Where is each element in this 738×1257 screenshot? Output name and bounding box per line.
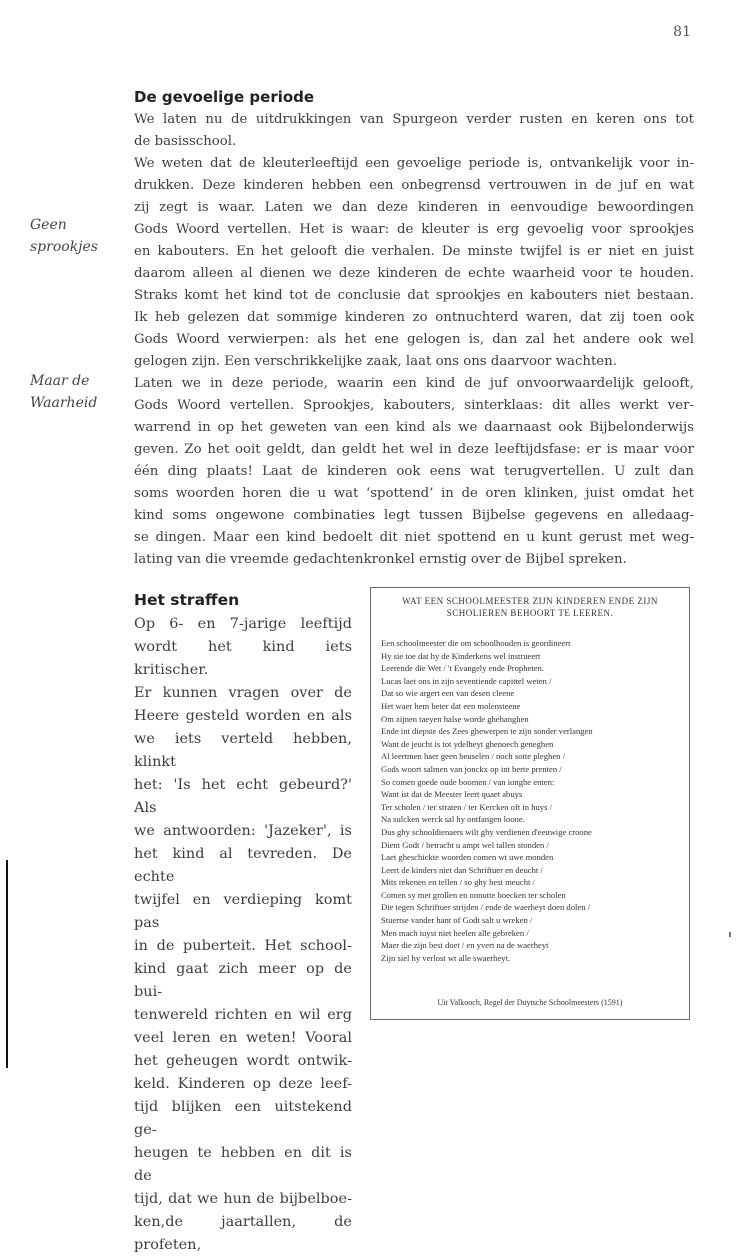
quote-source: Uit Valkooch, Regel der Duytsche Schoolmeesters (1591) (437, 998, 623, 1007)
text-line: Dient Godt / betracht u ampt wel tallen stonden / (381, 839, 549, 850)
text-line: Er kunnen vragen over de (134, 685, 352, 701)
text-line: Maer die zijn best doet / en yvert na de waerheyt (381, 940, 549, 951)
section-body (134, 613, 352, 1257)
margin-note-line: sprookjes (30, 239, 98, 255)
section-heading: Het straffen (134, 591, 240, 609)
section-gevoelige-periode (134, 86, 694, 571)
text-line: drukken. Deze kinderen hebben een onbegrensd vertrouwen in de juf en wat (134, 178, 694, 193)
text-line: keld. Kinderen op deze leef- (134, 1076, 352, 1092)
text-line: Leert de kinders niet dan Schriftuer en deucht / (381, 864, 543, 875)
text-line: geven. Zo het ooit geldt, dan geldt het wel in deze leeftijdsfase: er is maar voor (134, 442, 694, 457)
text-line: Die tegen Schriftuer strijden / ende de waerheyt doen dolen / (381, 902, 591, 913)
text-line: Laten we in deze periode, waarin een kind de juf onvoorwaardelijk gelooft, (134, 376, 694, 391)
section-body (134, 109, 694, 571)
text-line: Al leertmen haer geen beuselen / noch sotte pleghen / (381, 751, 565, 762)
text-line: twijfel en verdieping komt pas (134, 892, 352, 931)
text-line: Om zijnen taeyen halse worde ghehanghen (381, 713, 529, 724)
text-line: wordt het kind iets kritischer. (134, 639, 352, 678)
text-line: ken,de jaartallen, de profeten, (134, 1214, 352, 1253)
text-line: heugen te hebben en dit is de (134, 1145, 352, 1184)
text-line: en kabouters. En het gelooft die verhalen. De minste twijfel is er niet en juist (134, 244, 694, 259)
text-line: Het waer hem beter dat een molensteene (381, 700, 521, 711)
text-line: zij zegt is waar. Laten we dan deze kinderen in eenvoudige bewoordingen (134, 200, 694, 215)
quote-box (370, 587, 690, 1020)
text-line: één ding plaats! Laat de kinderen ook eens wat terugvertellen. U zult dan (134, 464, 694, 479)
text-line: Stuertse vander hant of Godt salt u wreken / (381, 915, 533, 926)
text-line: we antwoorden: 'Jazeker', is (134, 823, 352, 839)
text-line: We weten dat de kleuterleeftijd een gevoelige periode is, ontvankelijk voor in- (134, 156, 694, 171)
text-line: kind soms ongewone combinaties legt tussen Bijbelse gegevens en alledaag- (134, 508, 694, 523)
text-line: Ik heb gelezen dat sommige kinderen zo ontnuchterd waren, dat zij toen ook (134, 310, 694, 325)
text-line: Gods Woord vertellen. Het is waar: de kleuter is erg gevoelig voor sprookjes (134, 222, 694, 237)
margin-note-geen-sprookjes (30, 214, 122, 258)
section-heading: De gevoelige periode (134, 88, 315, 106)
text-line: Want de jeucht is tot ydelheyt ghenoech geneghen (381, 738, 554, 749)
margin-note-line: Maar de (30, 373, 90, 389)
quote-title: WAT EEN SCHOOLMEESTER ZIJN KINDEREN ENDE ZIJN SCHOLIEREN BEHOORT TE LEEREN. (402, 596, 658, 618)
text-line: Gods Woord verwierpen: als het ene gelogen is, dan zal het andere ook wel (134, 332, 694, 347)
text-line: het geheugen wordt ontwik- (134, 1053, 352, 1069)
text-line: se dingen. Maar een kind bedoelt dit niet spottend en u kunt gerust met weg- (134, 530, 694, 545)
text-line: het: 'Is het echt gebeurd?' Als (134, 777, 352, 816)
text-line: daarom alleen al dienen we deze kinderen de echte waarheid voor te houden. (134, 266, 694, 281)
margin-note-line: Waarheid (30, 395, 98, 411)
text-line: in de puberteit. Het school- (134, 938, 352, 954)
text-line: warrend in op het geweten van een kind als we daarnaast ook Bijbelonderwijs (134, 420, 694, 435)
text-line: Ter scholen / ter straten / ter Kercken oft in huys / (381, 801, 552, 812)
text-line: soms woorden horen die u wat ‘spottend’ in de oren klinken, juist omdat het (134, 486, 694, 501)
text-line: Gods woort salmen van jonckx op int herte prenten / (381, 763, 562, 774)
text-line: So comen goede oude boomen / van ionghe enten: (381, 776, 555, 787)
text-line: tijd blijken een uitstekend ge- (134, 1099, 352, 1138)
text-line: Ende int diepste des Zees ghewerpen te zijn sonder verlangen (381, 726, 593, 737)
quote-body (381, 637, 679, 964)
text-line: Lucas laet ons in zijn seventiende capittel weten / (381, 675, 552, 686)
text-line: Hy sie toe dat hy de Kinderkens wel instrueert (381, 650, 541, 661)
text-line: gelogen zijn. Een verschrikkelijke zaak, laat ons ons daarvoor wachten. (134, 354, 617, 369)
text-line: Want ist dat de Meester leert quaet abuys (381, 789, 523, 800)
text-line: Leerende die Wet / 't Evangely ende Propheten. (381, 663, 544, 674)
text-line: Comen sy met grollen en onnutte boecken ter scholen (381, 889, 566, 900)
text-line: Laet gheschickte woorden comen wt uwe monden (381, 852, 554, 863)
page-number: 81 (673, 24, 691, 40)
text-line: het kind al tevreden. De echte (134, 846, 352, 885)
scan-mark (729, 932, 731, 937)
scan-binding-edge (6, 860, 8, 1068)
text-line: We laten nu de uitdrukkingen van Spurgeon verder rusten en keren ons tot (134, 112, 694, 127)
text-line: Mits rekenen en tellen / so ghy best meucht / (381, 877, 535, 888)
text-line: tenwereld richten en wil erg (134, 1007, 352, 1023)
text-line: veel leren en weten! Vooral (134, 1030, 352, 1046)
text-line: Straks komt het kind tot de conclusie dat sprookjes en kabouters niet bestaan. (134, 288, 694, 303)
text-line: Gods Woord vertellen. Sprookjes, kabouters, sinterklaas: dit alles werkt ver- (134, 398, 694, 413)
margin-note-line: Geen (30, 217, 67, 233)
section-het-straffen (134, 589, 352, 1257)
text-line: kind gaat zich meer op de bui- (134, 961, 352, 1000)
text-line: Dat so wie argert een van desen cleene (381, 688, 515, 699)
text-line: lating van die vreemde gedachtenkronkel ernstig over de Bijbel spreken. (134, 552, 627, 567)
text-line: de basisschool. (134, 134, 237, 149)
text-line: Zijn siel hy verlost wt alle swaerheyt. (381, 952, 511, 963)
text-line: Men mach iuyst niet heelen alle gebreken / (381, 927, 529, 938)
margin-note-maar-de-waarheid (30, 370, 122, 414)
text-line: Heere gesteld worden en als (134, 708, 352, 724)
text-line: Een schoolmeester die om schoolhouden is geordineert (381, 638, 571, 648)
text-line: tijd, dat we hun de bijbelboe- (134, 1191, 352, 1207)
text-line: Op 6- en 7-jarige leeftijd (134, 616, 352, 632)
text-line: we iets verteld hebben, klinkt (134, 731, 352, 770)
text-line: Na sulcken werck sal hy ontfangen loone. (381, 814, 525, 825)
text-line: Dus ghy schooldienaers wilt ghy verdienen d'eeuwige croone (381, 826, 592, 837)
